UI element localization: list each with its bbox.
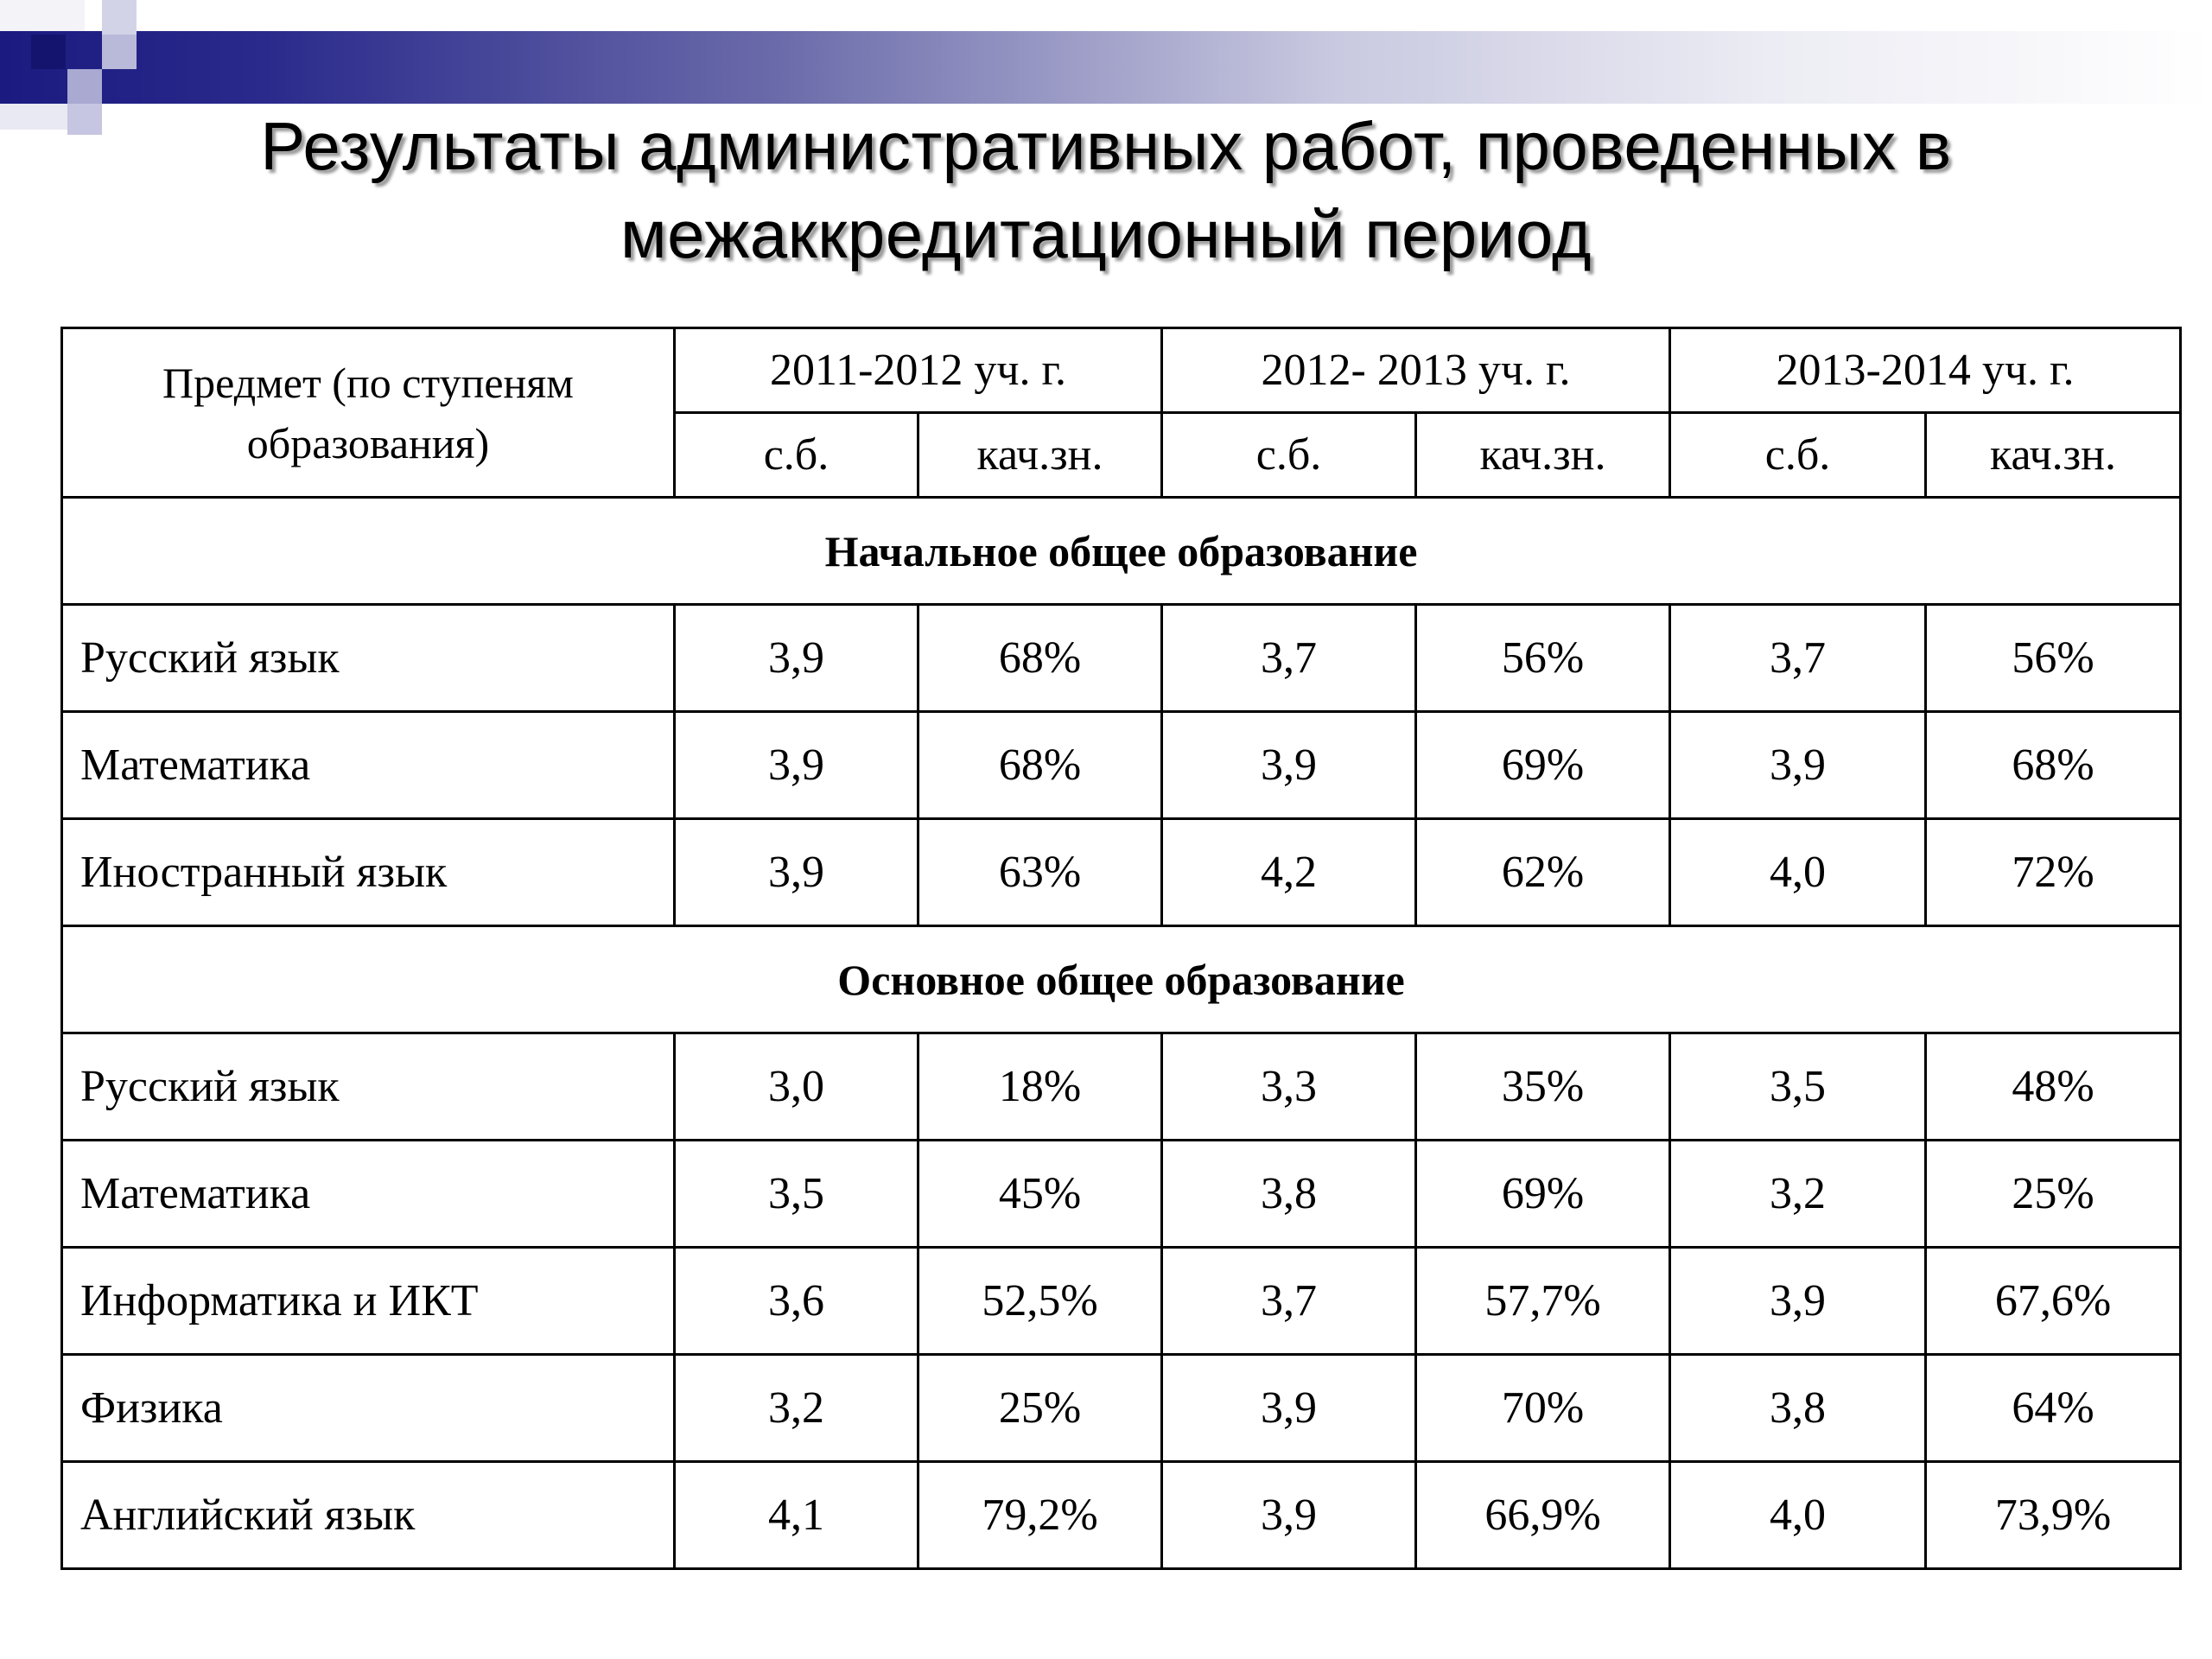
subject-cell: Русский язык (62, 1033, 675, 1141)
avg-score-header: с.б. (675, 413, 918, 498)
avg-score-cell: 3,2 (1670, 1141, 1926, 1248)
avg-score-cell: 3,5 (1670, 1033, 1926, 1141)
table-row (62, 1033, 2181, 1141)
quality-cell: 35% (1416, 1033, 1670, 1141)
subject-column-header: Предмет (по ступеням образования) (62, 328, 675, 498)
decor-square (0, 0, 85, 35)
avg-score-cell: 3,2 (675, 1355, 918, 1462)
avg-score-cell: 4,0 (1670, 1462, 1926, 1569)
avg-score-cell: 3,9 (1670, 1248, 1926, 1355)
avg-score-cell: 3,8 (1670, 1355, 1926, 1462)
year-header: 2012- 2013 уч. г. (1162, 328, 1670, 413)
avg-score-cell: 3,9 (675, 712, 918, 819)
avg-score-cell: 3,5 (675, 1141, 918, 1248)
quality-cell: 62% (1416, 819, 1670, 926)
avg-score-cell: 3,7 (1162, 605, 1416, 712)
avg-score-cell: 3,9 (1670, 712, 1926, 819)
quality-cell: 67,6% (1926, 1248, 2181, 1355)
quality-cell: 25% (1926, 1141, 2181, 1248)
section-title: Основное общее образование (62, 926, 2181, 1033)
quality-cell: 64% (1926, 1355, 2181, 1462)
quality-cell: 45% (918, 1141, 1162, 1248)
quality-header: кач.зн. (1416, 413, 1670, 498)
quality-cell: 66,9% (1416, 1462, 1670, 1569)
quality-cell: 69% (1416, 712, 1670, 819)
decor-square (67, 69, 102, 104)
avg-score-cell: 3,6 (675, 1248, 918, 1355)
quality-cell: 69% (1416, 1141, 1670, 1248)
avg-score-cell: 3,9 (675, 819, 918, 926)
quality-cell: 73,9% (1926, 1462, 2181, 1569)
avg-score-cell: 3,7 (1670, 605, 1926, 712)
section-row (62, 926, 2181, 1033)
avg-score-cell: 4,1 (675, 1462, 918, 1569)
table-row (62, 712, 2181, 819)
quality-cell: 48% (1926, 1033, 2181, 1141)
section-row (62, 498, 2181, 605)
subject-cell: Математика (62, 712, 675, 819)
quality-cell: 56% (1416, 605, 1670, 712)
quality-cell: 18% (918, 1033, 1162, 1141)
table-row (62, 1462, 2181, 1569)
avg-score-cell: 3,9 (1162, 1462, 1416, 1569)
year-header: 2013-2014 уч. г. (1670, 328, 2181, 413)
subject-cell: Иностранный язык (62, 819, 675, 926)
year-header: 2011-2012 уч. г. (675, 328, 1162, 413)
avg-score-cell: 4,0 (1670, 819, 1926, 926)
avg-score-header: с.б. (1670, 413, 1926, 498)
results-table (60, 327, 2182, 1570)
avg-score-cell: 3,9 (675, 605, 918, 712)
subject-cell: Русский язык (62, 605, 675, 712)
avg-score-cell: 4,2 (1162, 819, 1416, 926)
table-row (62, 819, 2181, 926)
decor-square (102, 0, 137, 35)
table-row (62, 1248, 2181, 1355)
avg-score-cell: 3,3 (1162, 1033, 1416, 1141)
section-title: Начальное общее образование (62, 498, 2181, 605)
subject-cell: Физика (62, 1355, 675, 1462)
quality-cell: 57,7% (1416, 1248, 1670, 1355)
quality-cell: 70% (1416, 1355, 1670, 1462)
subject-cell: Математика (62, 1141, 675, 1248)
quality-cell: 56% (1926, 605, 2181, 712)
avg-score-cell: 3,9 (1162, 712, 1416, 819)
subject-cell: Английский язык (62, 1462, 675, 1569)
quality-cell: 72% (1926, 819, 2181, 926)
table-row (62, 605, 2181, 712)
quality-cell: 68% (1926, 712, 2181, 819)
avg-score-cell: 3,8 (1162, 1141, 1416, 1248)
decor-square (102, 35, 137, 69)
quality-cell: 68% (918, 605, 1162, 712)
quality-cell: 63% (918, 819, 1162, 926)
avg-score-cell: 3,0 (675, 1033, 918, 1141)
quality-header: кач.зн. (1926, 413, 2181, 498)
header-row (62, 328, 2181, 413)
page-title: Результаты административных работ, проведенных в межаккредитационный период (260, 108, 1952, 272)
subject-cell: Информатика и ИКТ (62, 1248, 675, 1355)
avg-score-cell: 3,9 (1162, 1355, 1416, 1462)
quality-cell: 25% (918, 1355, 1162, 1462)
quality-cell: 68% (918, 712, 1162, 819)
quality-cell: 79,2% (918, 1462, 1162, 1569)
decor-square (31, 35, 66, 69)
header-band (0, 31, 2212, 104)
quality-cell: 52,5% (918, 1248, 1162, 1355)
table-row (62, 1141, 2181, 1248)
table-row (62, 1355, 2181, 1462)
quality-header: кач.зн. (918, 413, 1162, 498)
avg-score-header: с.б. (1162, 413, 1416, 498)
avg-score-cell: 3,7 (1162, 1248, 1416, 1355)
